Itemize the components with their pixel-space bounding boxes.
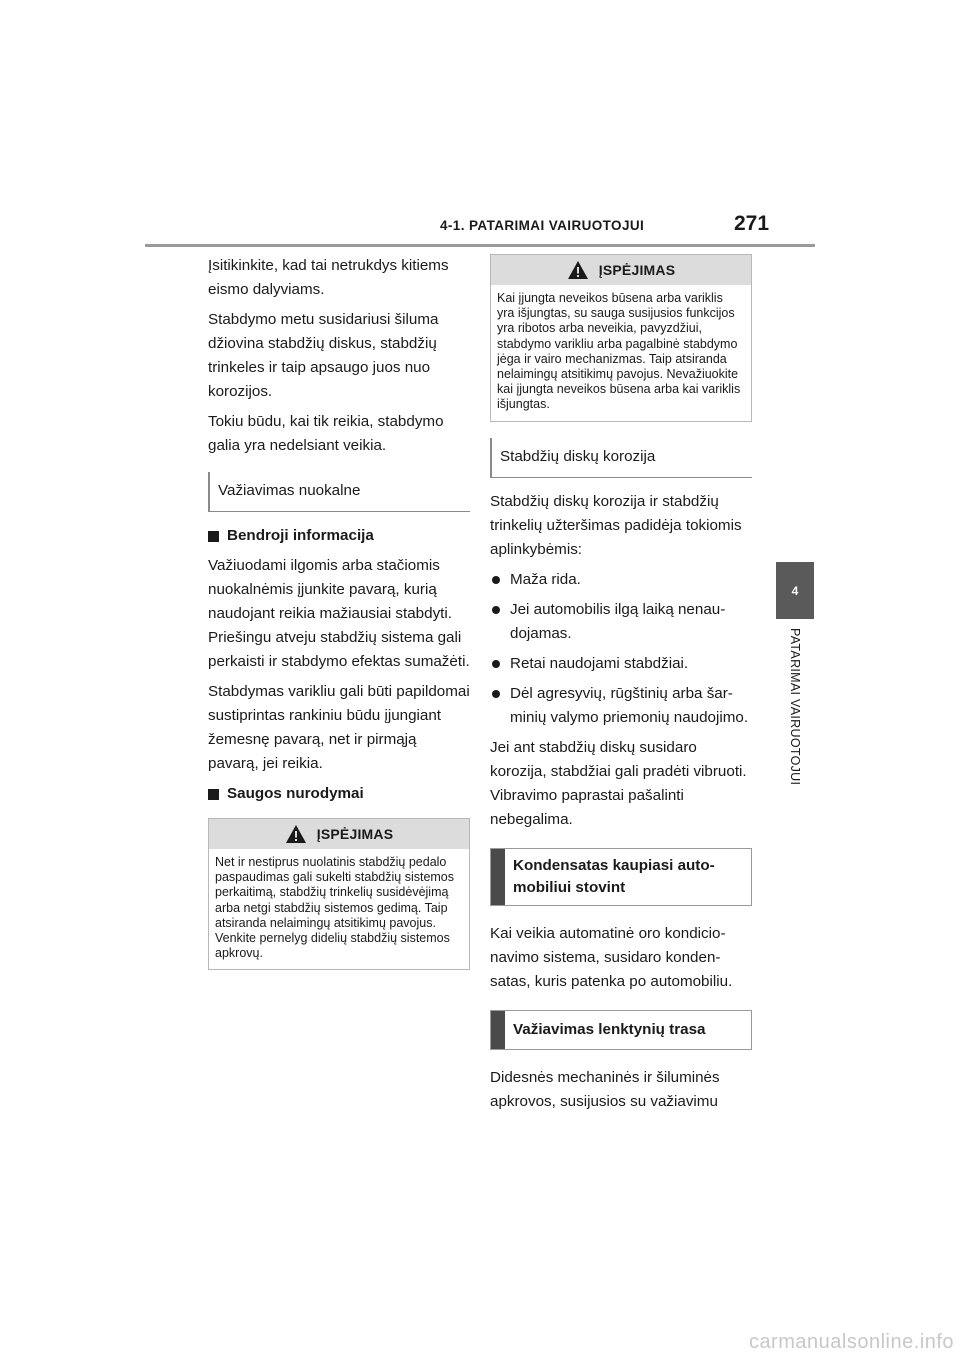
warning-text: Net ir nestiprus nuolatinis stabdžių pedalo paspaudimas gali sukelti stabdžių sistemos perkaitimą, stabdžių trinkelių susidėvėjimą arba netgi stabdžių sistemos gedimą. Taip atsiranda nelaimingų atsitikimų pavojus. Venkite pernelyg didelių stabdžių sistemos apkrovų. xyxy=(215,855,455,961)
subheading xyxy=(208,524,470,548)
bullet-dot-icon xyxy=(492,660,500,668)
warning-title: ĮSPĖJIMAS xyxy=(316,826,394,842)
warning-box xyxy=(490,254,752,422)
paragraph: Tokiu būdu, kai tik reikia, stabdymo galia yra nedelsiant veikia. xyxy=(208,413,444,454)
paragraph: Jei ant stabdžių diskų susidaro korozija, stabdžiai gali pradėti vibruoti. Vibravimo paprastai pašalinti nebegalima. xyxy=(490,738,747,828)
bullet-dot-icon xyxy=(492,606,500,614)
subheading xyxy=(208,782,470,806)
list-item-text: Maža rida. xyxy=(510,570,581,588)
subheading-text: Saugos nurodymai xyxy=(227,785,364,802)
paragraph: Stabdžių diskų korozija ir stabdžių trinkelių užteršimas padidėja tokiomis aplinkybėmis: xyxy=(490,492,742,558)
list-item-text: Dėl agresyvių, rūgštinių arba šarminių valymo priemonių naudojimo. xyxy=(510,684,749,726)
section-heading-box xyxy=(490,438,752,478)
square-bullet-icon xyxy=(208,531,219,542)
paragraph: Įsitikinkite, kad tai netrukdys kitiems eismo dalyviams. xyxy=(208,257,449,298)
chapter-tab[interactable] xyxy=(776,562,814,619)
list-item xyxy=(490,682,752,730)
section-heading-bar xyxy=(491,849,505,905)
section-heading: Važiavimas nuokalne xyxy=(218,482,361,499)
chapter-side-label xyxy=(776,628,814,828)
paragraph: Kai veikia automatinė oro kondicionavimo sistema, susidaro kondensatas, kuris patenka po automobiliu. xyxy=(490,924,733,990)
header-divider xyxy=(145,244,815,247)
subheading-text: Bendroji informacija xyxy=(227,527,374,544)
warning-triangle-icon xyxy=(567,260,589,280)
paragraph: Didesnės mechaninės ir šiluminės apkrovos, susijusios su važiavimu xyxy=(490,1068,720,1110)
section-heading: Stabdžių diskų korozija xyxy=(500,447,656,465)
paragraph: Važiuodami ilgomis arba stačiomis nuokalnėmis įjunkite pavarą, kurią naudojant reikia mažiausiai stabdyti. Priešingu atveju stabdžių sistema gali perkaisti ir stabdymo efektas sumažėti. xyxy=(208,557,470,670)
page-number: 271 xyxy=(734,212,770,235)
bullet-dot-icon xyxy=(492,576,500,584)
list-item-text: Retai naudojami stabdžiai. xyxy=(510,654,689,672)
bullet-dot-icon xyxy=(492,690,500,698)
chapter-side-label-text: PATARIMAI VAIRUOTOJUI xyxy=(788,628,802,786)
chapter-tab-number: 4 xyxy=(791,583,799,598)
section-heading: Važiavimas lenktynių trasa xyxy=(513,1020,706,1038)
square-bullet-icon xyxy=(208,789,219,800)
section-header: 4-1. PATARIMAI VAIRUOTOJUI xyxy=(440,218,645,233)
list-item xyxy=(490,568,752,592)
list-item xyxy=(490,652,752,676)
section-heading-box xyxy=(208,472,470,512)
section-heading-bar xyxy=(208,472,210,511)
list-item xyxy=(490,598,752,646)
warning-triangle-icon xyxy=(285,824,307,844)
warning-header xyxy=(209,819,469,849)
right-column xyxy=(490,254,752,1120)
paragraph: Stabdymo metu susidariusi šiluma džiovina stabdžių diskus, stabdžių trinkeles ir taip apsaugo juos nuo korozijos. xyxy=(208,311,439,400)
section-heading-bar xyxy=(490,438,492,477)
watermark: carmanualsonline.info xyxy=(748,1331,954,1353)
warning-title: ĮSPĖJIMAS xyxy=(598,262,676,278)
warning-text: Kai įjungta neveikos būsena arba variklis yra išjungtas, su sauga susijusios funkcijos yra ribotos arba neveikia, pavyzdžiui, stabdymo varikliu arba pagalbinė stabdymo jėga ir vairo mechanizmas. Taip atsiranda nelaimingų atsitikimų pavojus. Nevažiuokite kai įjungta neveikos būsena arba kai variklis išjungtas. xyxy=(497,291,741,412)
warning-box xyxy=(208,818,470,970)
section-heading: Kondensatas kaupiasi automobiliui stovint xyxy=(513,856,715,896)
list-item-text: Jei automobilis ilgą laiką nenaudojamas. xyxy=(510,600,726,642)
paragraph: Stabdymas varikliu gali būti papildomai sustiprintas rankiniu būdu įjungiant žemesnę pavarą, net ir pirmąją pavarą, jei reikia. xyxy=(208,683,470,772)
section-heading-box xyxy=(490,848,752,906)
warning-header xyxy=(491,255,751,285)
left-column xyxy=(208,254,470,984)
section-heading-bar xyxy=(491,1011,505,1049)
section-heading-box xyxy=(490,1010,752,1050)
